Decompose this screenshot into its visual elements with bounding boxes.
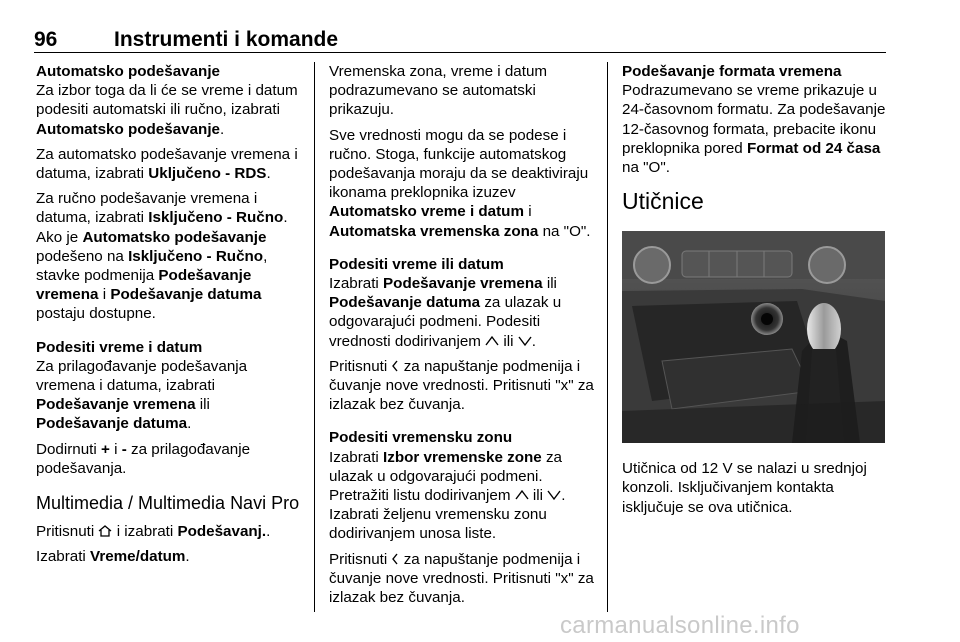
heading-set-time-date: Podesiti vreme i datum [36,338,203,356]
paragraph: Pritisnuti za napuštanje podmenija i čuvanje nove vrednosti. Pritisnuti "x" za izlazak bez čuvanja. [329,550,594,607]
column-3 [622,62,892,523]
chevron-up-icon [515,489,529,501]
paragraph: Utičnica od 12 V se nalazi u srednjoj konzoli. Isključivanjem kontakta isključuje se ova utičnica. [622,460,867,516]
paragraph: Dodirnuti + i - za prilagođavanje podešavanja. [36,440,251,477]
section-title-power-outlets: Utičnice [622,188,704,215]
paragraph: Vremenska zona, vreme i datum podrazumevano se automatski prikazuju. [329,63,548,119]
paragraph: Podrazumevano se vreme prikazuje u 24-časovnom formatu. Za podešavanje 12-časovnog formata, prebacite ikonu preklopnika pored Format od 24 časa na "O". [622,82,886,177]
header-rule [34,52,886,53]
column-divider-2 [607,62,608,612]
column-2 [329,62,597,613]
chevron-up-icon [485,335,499,347]
heading-time-format: Podešavanje formata vremena [622,63,842,80]
power-outlet-photo [622,231,885,443]
paragraph: Za ručno podešavanje vremena i datuma, izabrati Isključeno - Ručno. Ako je Automatsko podešavanje podešeno na Isključeno - Ručno, stavke podmenija Podešavanje vremena i Podešavanje datuma postaju dostupne. [36,190,288,323]
page-header [34,22,926,52]
heading-set-time-or-date: Podesiti vreme ili datum [329,255,504,273]
column-1 [36,62,301,572]
paragraph: Izabrati Podešavanje vremena ili Podešavanje datuma za ulazak u odgovarajući podmeni. Podesiti vrednosti dodirivanjem ili . [329,275,562,350]
watermark: carmanualsonline.info [560,612,800,639]
heading-automatic-setting: Automatsko podešavanje [36,63,220,80]
paragraph: Izabrati Izbor vremenske zone za ulazak u odgovarajući podmeni. Pretražiti listu dodirivanjem ili . Izabrati željenu vremensku zonu dodirivanjem unosa liste. [329,448,566,543]
paragraph: Izabrati Vreme/datum. [36,548,190,566]
page-number: 96 [34,28,58,51]
paragraph: Za izbor toga da li će se vreme i datum podesiti automatski ili ručno, izabrati Automatsko podešavanje. [36,82,298,138]
heading-set-time-zone: Podesiti vremensku zonu [329,429,513,447]
home-icon [98,525,112,537]
paragraph: Za automatsko podešavanje vremena i datuma, izabrati Uključeno - RDS. [36,145,298,183]
paragraph: Sve vrednosti mogu da se podese i ručno. Stoga, funkcije automatskog podešavanja moraju da se deaktiviraju ikonama preklopnika izuzev Automatsko vreme i datum i Automatska vremenska zona na "O". [329,126,591,240]
paragraph: Pritisnuti za napuštanje podmenija i čuvanje nove vrednosti. Pritisnuti "x" za izlazak bez čuvanja. [329,357,594,414]
paragraph: Pritisnuti i izabrati Podešavanj.. [36,523,271,541]
chapter-title: Instrumenti i komande [114,28,339,51]
section-title-multimedia: Multimedia / Multimedia Navi Pro [36,493,300,514]
chevron-down-icon [547,489,561,501]
paragraph: Za prilagođavanje podešavanja vremena i datuma, izabrati Podešavanje vremena ili Podešavanje datuma. [36,357,248,433]
column-divider-1 [314,62,315,612]
chevron-down-icon [518,335,532,347]
